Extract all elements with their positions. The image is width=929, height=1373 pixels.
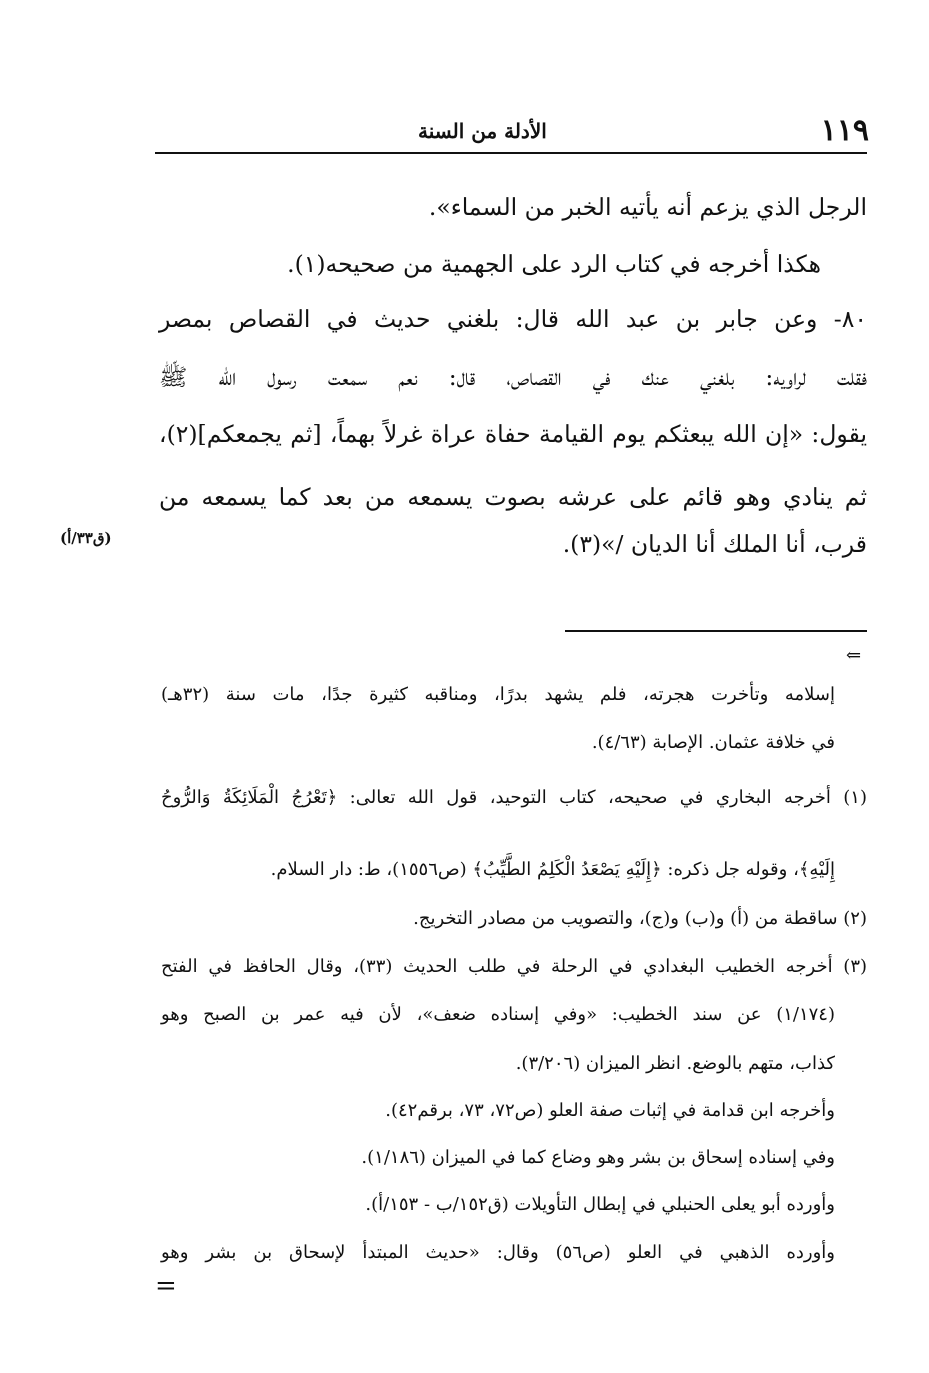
- header-rule: [155, 152, 867, 154]
- body-line: يقول: «إن الله يبعثكم يوم القيامة حفاة عراة غرلاً بهماً، [ثم يجمعكم](٢)،: [159, 420, 867, 448]
- body-line: قرب، أنا الملك أنا الديان /»(٣).: [562, 530, 867, 558]
- margin-note: (ق٣٣/أ): [60, 529, 112, 547]
- footnote-rule: [565, 630, 867, 632]
- footnote-line: وأورده الذهبي في العلو (ص٥٦) وقال: «حديث المبتدأ لإسحاق بن بشر وهو: [161, 1242, 836, 1263]
- footnote-line: (٢) ساقطة من (أ) و(ب) و(ج)، والتصويب من مصادر التخريج.: [413, 908, 867, 929]
- body-line: فقلت لراويه: بلغني عنك في القصاص، قال: نعم سمعت رسول الله ﷺ: [159, 363, 867, 391]
- continuation-mark: ⇐: [846, 645, 862, 666]
- footnote-line: إِلَيْهِ﴾، وقوله جل ذكره: ﴿إِلَيْهِ يَصْعَدُ الْكَلِمُ الطَّيِّبُ﴾ (ص١٥٥٦)، ط: دار السلام.: [270, 859, 835, 880]
- footnote-line: كذاب، متهم بالوضع. انظر الميزان (٣/٢٠٦).: [515, 1053, 835, 1074]
- body-line: ٨٠- وعن جابر بن عبد الله قال: بلغني حديث في القصاص بمصر: [159, 305, 867, 333]
- footnote-line: وأورده أبو يعلى الحنبلي في إبطال التأويلات (ق١٥٢/ب - ١٥٣/أ).: [365, 1194, 835, 1215]
- body-line: هكذا أخرجه في كتاب الرد على الجهمية من صحيحه(١).: [287, 250, 821, 278]
- footnote-line: (١) أخرجه البخاري في صحيحه، كتاب التوحيد، قول الله تعالى: ﴿تَعْرُجُ الْمَلَائِكَةُ وَالرُّوحُ: [161, 787, 867, 808]
- body-line: الرجل الذي يزعم أنه يأتيه الخبر من السماء».: [428, 193, 867, 221]
- footnote-line: (٣) أخرجه الخطيب البغدادي في الرحلة في طلب الحديث (٣٣)، وقال الحافظ في الفتح: [161, 956, 868, 977]
- body-line: ثم ينادي وهو قائم على عرشه بصوت يسمعه من بعد كما يسمعه من: [159, 483, 867, 511]
- continued-mark: =: [155, 1271, 177, 1301]
- footnote-line: وفي إسناده إسحاق بن بشر وهو وضاع كما في الميزان (١/١٨٦).: [361, 1147, 835, 1168]
- running-title: الأدلة من السنة: [418, 119, 547, 143]
- page-number: ١١٩: [820, 113, 869, 148]
- footnote-line: وأخرجه ابن قدامة في إثبات صفة العلو (ص٧٢، ٧٣، برقم٤٢).: [385, 1100, 835, 1121]
- footnote-line: (١/١٧٤) عن سند الخطيب: «وفي إسناده ضعف»، لأن فيه عمر بن الصبح وهو: [161, 1004, 835, 1025]
- footnote-line: إسلامه وتأخرت هجرته، فلم يشهد بدرًا، ومناقبه كثيرة جدًا، مات سنة (٣٢هـ): [161, 684, 835, 705]
- footnote-line: في خلافة عثمان. الإصابة (٤/٦٣).: [591, 732, 835, 753]
